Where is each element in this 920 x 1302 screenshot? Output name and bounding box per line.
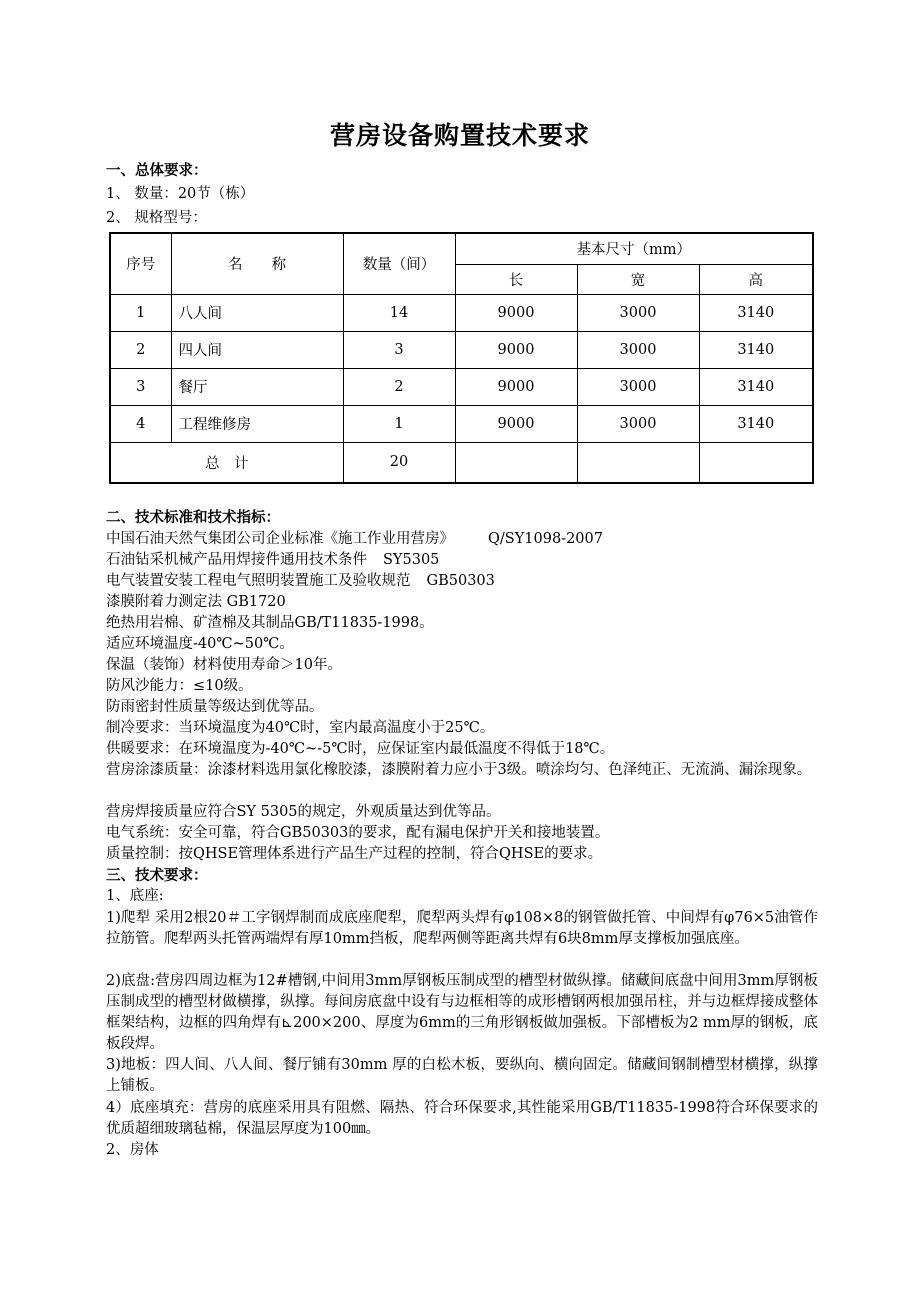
spec-paragraph: 营房涂漆质量：涂漆材料选用氯化橡胶漆，漆膜附着力应小于3级。喷涂均匀、色泽纯正、无流淌、漏涂现象。 <box>106 762 812 778</box>
row-quantity: 14 <box>343 294 455 331</box>
section-2-heading: 二、技术标准和技术指标： <box>106 509 280 526</box>
row-index: 2 <box>110 331 171 368</box>
table-row <box>110 405 813 442</box>
spec-table <box>109 232 814 484</box>
table-total-row <box>110 442 813 483</box>
total-quantity: 20 <box>343 442 455 483</box>
header-name: 名 称 <box>171 233 343 294</box>
row-index: 1 <box>110 294 171 331</box>
spec-line: 保温（装饰）材料使用寿命＞10年。 <box>106 657 342 673</box>
standard-name: 电气装置安装工程电气照明装置施工及验收规范 <box>106 573 411 589</box>
row-width: 3000 <box>577 331 699 368</box>
standard-line: 绝热用岩棉、矿渣棉及其制品GB/T11835-1998。 <box>106 615 434 631</box>
spec-line: 质量控制：按QHSE管理体系进行产品生产过程的控制，符合QHSE的要求。 <box>106 846 603 862</box>
standard-code: GB50303 <box>426 573 495 589</box>
row-length: 9000 <box>455 331 577 368</box>
row-name: 四人间 <box>171 331 343 368</box>
skid-paragraph: 1)爬犁 采用2根20＃工字钢焊制而成底座爬犁，爬犁两头焊有φ108×8的钢管做托管、中间焊有φ76×5油管作拉筋管。爬犁两头托管两端焊有厚10mm挡板，爬犁两侧等距离共焊有6块8mm厚支撑板加强底座。 <box>106 910 818 947</box>
header-dimensions: 基本尺寸（mm） <box>455 233 813 264</box>
header-quantity: 数量（间） <box>343 233 455 294</box>
spec-model-line: 2、 规格型号： <box>106 210 207 226</box>
spec-line: 供暖要求：在环境温度为-40℃~-5℃时，应保证室内最低温度不得低于18℃。 <box>106 741 615 757</box>
row-height: 3140 <box>699 368 813 405</box>
header-width: 宽 <box>577 264 699 294</box>
row-index: 4 <box>110 405 171 442</box>
row-length: 9000 <box>455 294 577 331</box>
section-1-heading: 一、总体要求： <box>106 162 208 179</box>
header-index: 序号 <box>110 233 171 294</box>
standard-name: 石油钻采机械产品用焊接件通用技术条件 <box>106 552 367 568</box>
header-height: 高 <box>699 264 813 294</box>
total-label: 总 计 <box>110 442 343 483</box>
quantity-line: 1、 数量：20节（栋） <box>106 186 255 202</box>
total-width-empty <box>577 442 699 483</box>
row-quantity: 1 <box>343 405 455 442</box>
row-quantity: 3 <box>343 331 455 368</box>
table-row <box>110 294 813 331</box>
table-row <box>110 368 813 405</box>
row-name: 餐厅 <box>171 368 343 405</box>
total-length-empty <box>455 442 577 483</box>
subsection-heading: 1、底座: <box>106 888 164 904</box>
insulation-paragraph: 4）底座填充：营房的底座采用具有阻燃、隔热、符合环保要求,其性能采用GB/T11835-1998符合环保要求的优质超细玻璃毡棉，保温层厚度为100㎜。 <box>106 1100 818 1137</box>
row-index: 3 <box>110 368 171 405</box>
page-title: 营房设备购置技术要求 <box>329 121 590 150</box>
standard-code: SY5305 <box>383 552 440 568</box>
row-name: 工程维修房 <box>171 405 343 442</box>
row-quantity: 2 <box>343 368 455 405</box>
row-height: 3140 <box>699 331 813 368</box>
standard-code: Q/SY1098-2007 <box>488 531 603 547</box>
standard-line <box>106 529 818 550</box>
row-width: 3000 <box>577 368 699 405</box>
header-length: 长 <box>455 264 577 294</box>
row-height: 3140 <box>699 405 813 442</box>
table-header-row <box>110 233 813 264</box>
standard-line: 漆膜附着力测定法 GB1720 <box>106 594 286 610</box>
spec-line: 电气系统：安全可靠，符合GB50303的要求，配有漏电保护开关和接地装置。 <box>106 825 610 841</box>
row-width: 3000 <box>577 294 699 331</box>
spec-line: 防雨密封性质量等级达到优等品。 <box>106 699 324 715</box>
total-height-empty <box>699 442 813 483</box>
row-name: 八人间 <box>171 294 343 331</box>
table-row <box>110 331 813 368</box>
row-length: 9000 <box>455 368 577 405</box>
spec-line: 适应环境温度-40℃~50℃。 <box>106 636 294 652</box>
row-height: 3140 <box>699 294 813 331</box>
standard-name: 中国石油天然气集团公司企业标准《施工作业用营房》 <box>106 531 454 547</box>
standard-line <box>106 550 818 571</box>
chassis-paragraph: 2)底盘:营房四周边框为12#槽钢,中间用3mm厚钢板压制成型的槽型材做纵撑。储藏间底盘中间用3mm厚钢板压制成型的槽型材做横撑，纵撑。每间房底盘中设有与边框相等的成形槽钢两根加强吊柱，并与边框焊接成整体框架结构，边框的四角焊有⊾200×200、厚度为6mm的三角形钢板做加强板。下部槽板为2 mm厚的钢板，底板段焊。 <box>106 973 818 1052</box>
spec-line: 防风沙能力：≤10级。 <box>106 678 253 694</box>
floor-paragraph: 3)地板：四人间、八人间、餐厅铺有30mm 厚的白松木板，要纵向、横向固定。储藏间钢制槽型材横撑，纵撑上铺板。 <box>106 1057 818 1094</box>
subsection-heading: 2、房体 <box>106 1142 159 1158</box>
spec-line: 制冷要求：当环境温度为40℃时，室内最高温度小于25℃。 <box>106 720 495 736</box>
row-length: 9000 <box>455 405 577 442</box>
section-3-heading: 三、技术要求： <box>106 867 208 884</box>
spec-line: 营房焊接质量应符合SY 5305的规定，外观质量达到优等品。 <box>106 804 501 820</box>
standard-line <box>106 571 818 592</box>
row-width: 3000 <box>577 405 699 442</box>
